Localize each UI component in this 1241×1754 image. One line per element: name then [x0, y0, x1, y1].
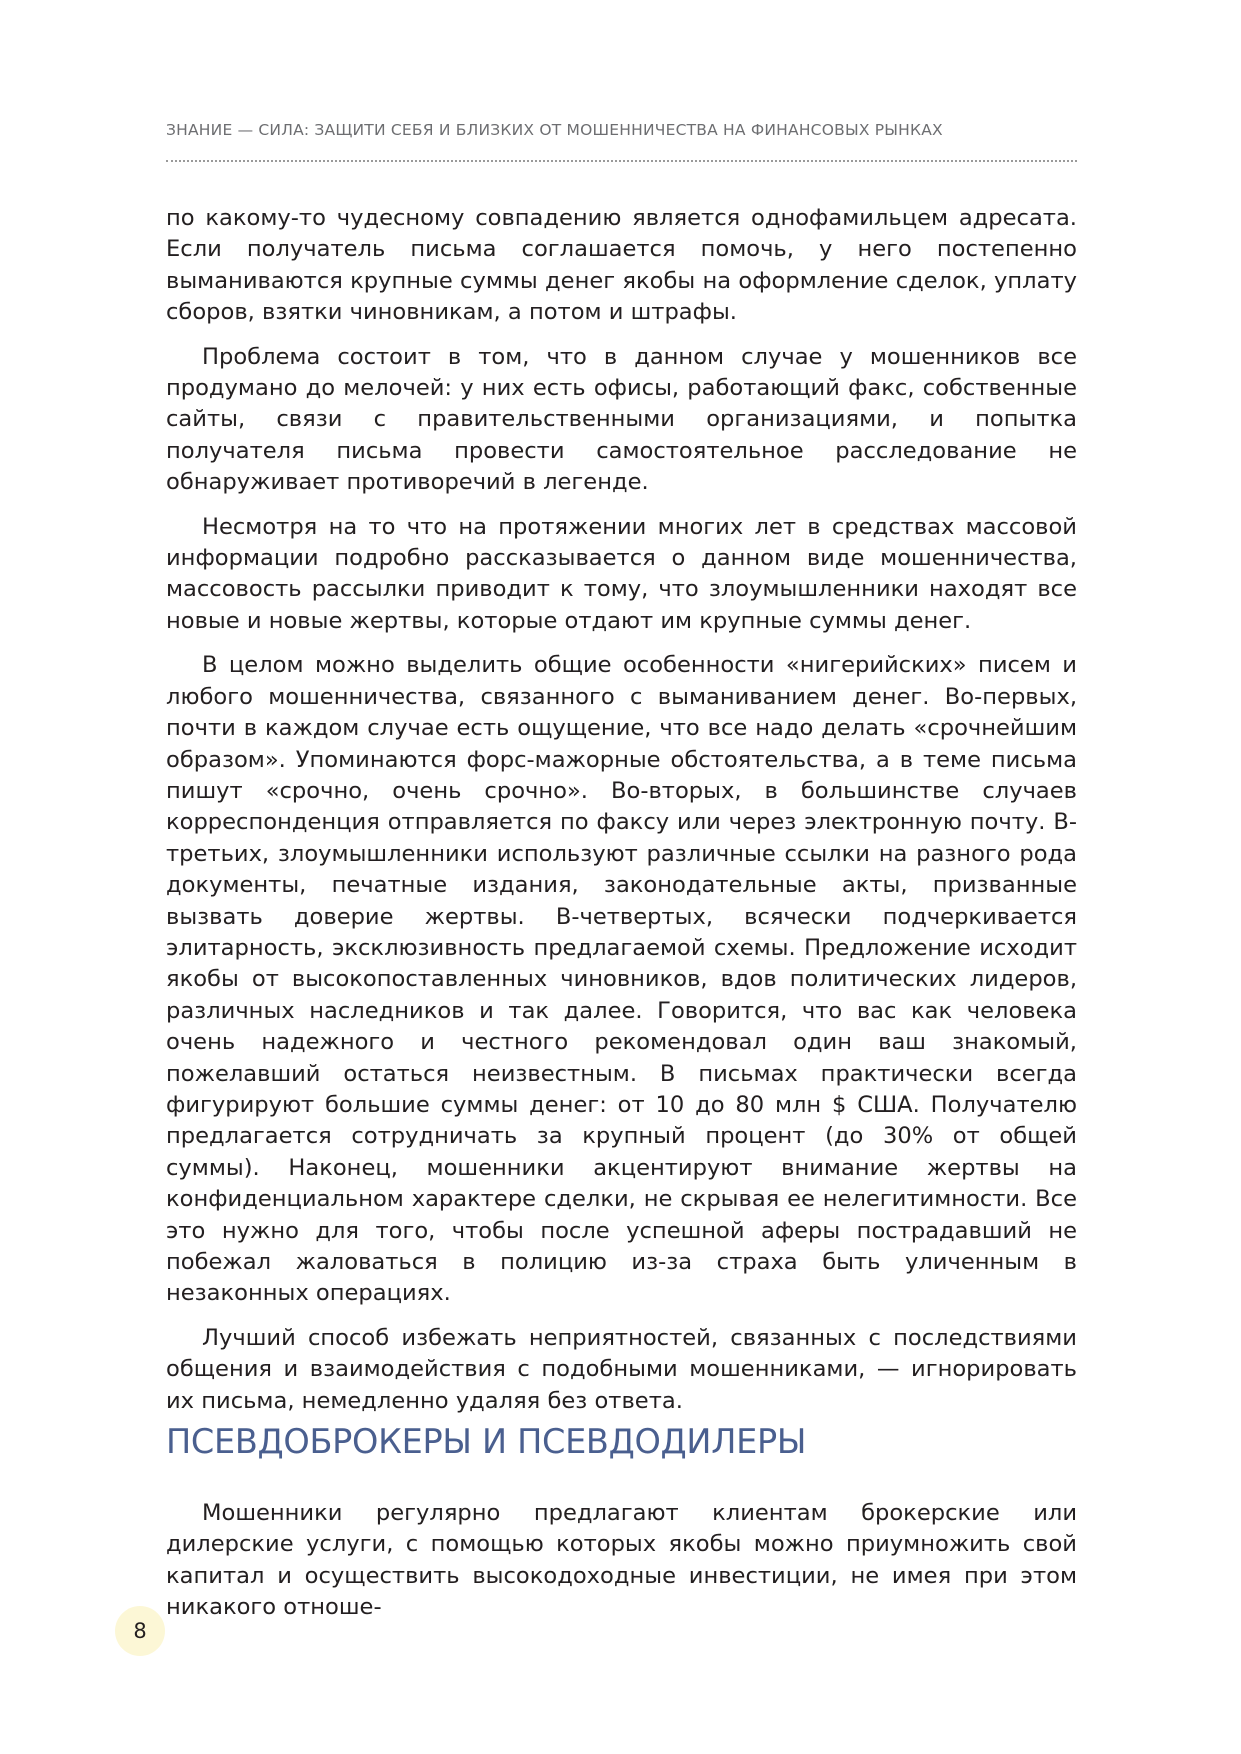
paragraph: Проблема состоит в том, что в данном случае у мошенников все продумано до мелочей: у них есть офисы, работающий факс, собственные сайты, связи с правительственными организациями, и попытка получателя письма провести самостоятельное расследование не обнаруживает противоречий в легенде.: [166, 343, 1077, 496]
paragraph: Мошенники регулярно предлагают клиентам брокерские или дилерские услуги, с помощью которых якобы можно приумножить свой капитал и осуществить высокодоходные инвестиции, не имея при этом никакого отноше-: [166, 1500, 1077, 1621]
section-body-text: [166, 1498, 1077, 1624]
paragraph-continuation: по какому-то чудесному совпадению является однофамильцем адресата. Если получатель письма соглашается помочь, у него постепенно выманиваются крупные суммы денег якобы на оформление сделок, уплату сборов, взятки чиновникам, а потом и штрафы.: [166, 205, 1077, 326]
paragraph: Несмотря на то что на протяжении многих лет в средствах массовой информации подробно рассказывается о данном виде мошенничества, массовость рассылки приводит к тому, что злоумышленники находят все новые и новые жертвы, которые отдают им крупные суммы денег.: [166, 513, 1077, 634]
running-header: ЗНАНИЕ — СИЛА: ЗАЩИТИ СЕБЯ И БЛИЗКИХ ОТ МОШЕННИЧЕСТВА НА ФИНАНСОВЫХ РЫНКАХ: [166, 121, 943, 139]
page-number: 8: [133, 1619, 147, 1643]
page-number-badge: [115, 1606, 165, 1656]
body-text: [166, 203, 1077, 1430]
header-dotted-rule: [166, 160, 1077, 162]
paragraph: Лучший способ избежать неприятностей, связанных с последствиями общения и взаимодействия с подобными мошенниками, — игнорировать их письма, немедленно удаляя без ответа.: [166, 1324, 1077, 1414]
section-heading: ПСЕВДОБРОКЕРЫ И ПСЕВДОДИЛЕРЫ: [166, 1422, 807, 1461]
paragraph: В целом можно выделить общие особенности «нигерийских» писем и любого мошенничества, связанного с выманиванием денег. Во-первых, почти в каждом случае есть ощущение, что все надо делать «срочнейшим образом». Упоминаются форс-мажорные обстоятельства, а в теме письма пишут «срочно, очень срочно». Во-вторых, в большинстве случаев корреспонденция отправляется по факсу или через электронную почту. В-третьих, злоумышленники используют различные ссылки на разного рода документы, печатные издания, законодательные акты, призванные вызвать доверие жертвы. В-четвертых, всячески подчеркивается элитарность, эксклюзивность предлагаемой схемы. Предложение исходит якобы от высокопоставленных чиновников, вдов политических лидеров, различных наследников и так далее. Говорится, что вас как человека очень надежного и честного рекомендовал один ваш знакомый, пожелавший остаться неизвестным. В письмах практически всегда фигурируют большие суммы денег: от 10 до 80 млн $ США. Получателю предлагается сотрудничать за крупный процент (до 30% от общей суммы). Наконец, мошенники акцентируют внимание жертвы на конфиденциальном характере сделки, не скрывая ее нелегитимности. Все это нужно для того, чтобы после успешной аферы пострадавший не побежал жаловаться в полицию из-за страха быть уличенным в незаконных операциях.: [166, 652, 1077, 1307]
